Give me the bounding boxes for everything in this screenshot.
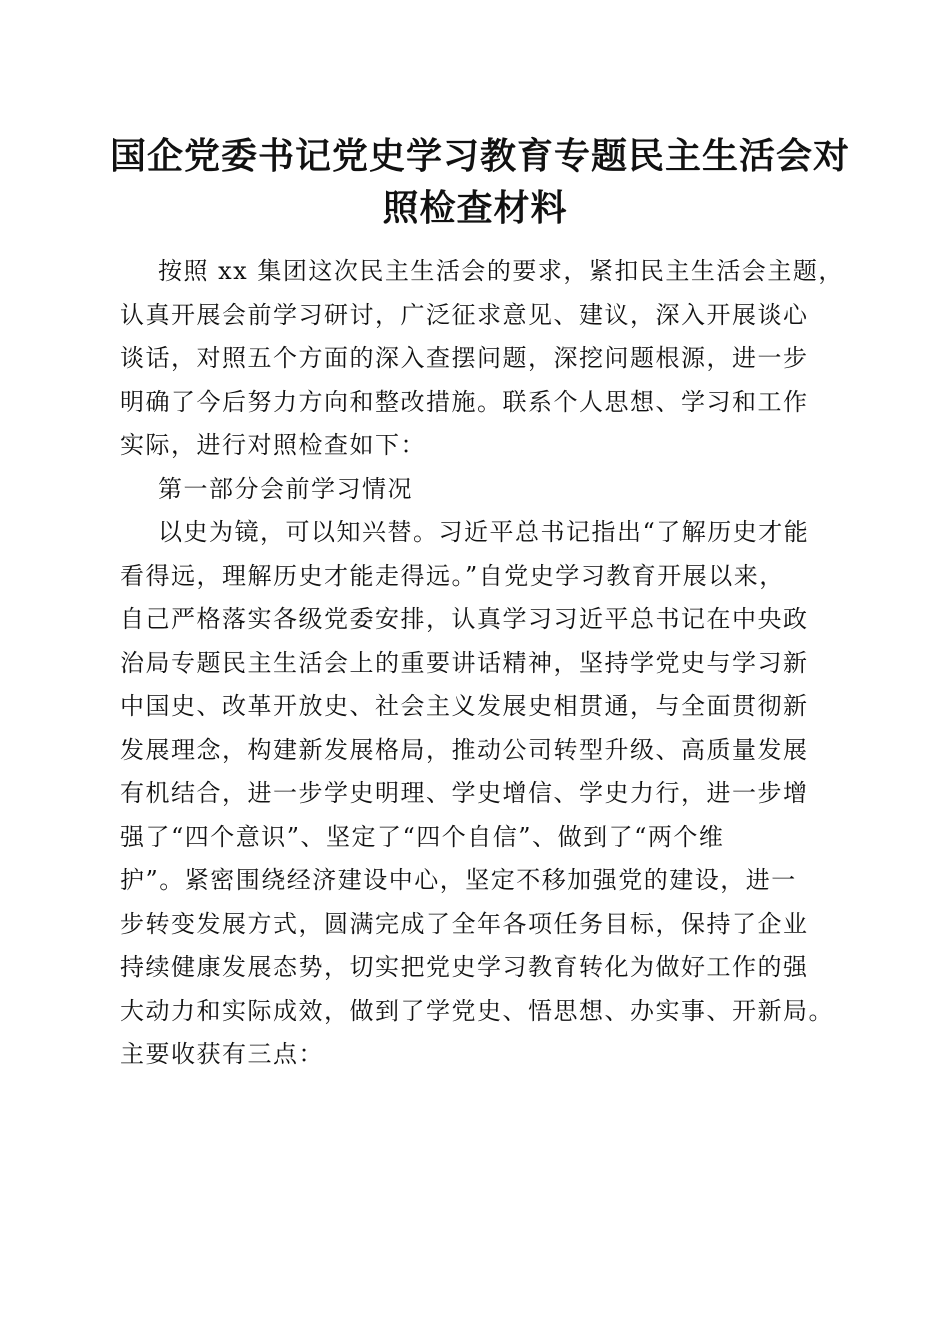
paragraph-line: 大动力和实际成效，做到了学党史、悟思想、办实事、开新局。 bbox=[120, 996, 834, 1025]
paragraph-line: 实际，进行对照检查如下： bbox=[120, 431, 426, 459]
document-title bbox=[110, 130, 851, 234]
paragraph-line: 谈话，对照五个方面的深入查摆问题，深挖问题根源，进一步 bbox=[120, 344, 809, 372]
paragraph-line: 治局专题民主生活会上的重要讲话精神，坚持学党史与学习新 bbox=[120, 648, 809, 677]
paragraph-line: 明确了今后努力方向和整改措施。联系个人思想、学习和工作 bbox=[120, 387, 809, 416]
paragraph-line: 按照 xx 集团这次民主生活会的要求，紧扣民主生活会主题， bbox=[158, 257, 844, 285]
paragraph-line: 认真开展会前学习研讨，广泛征求意见、建议，深入开展谈心 bbox=[120, 300, 809, 329]
title-line: 国企党委书记党史学习教育专题民主生活会对 bbox=[110, 135, 851, 177]
paragraph-line: 以史为镜，可以知兴替。习近平总书记指出“了解历史才能 bbox=[158, 518, 810, 546]
paragraph-study bbox=[120, 511, 840, 1077]
paragraph-line: 发展理念，构建新发展格局，推动公司转型升级、高质量发展 bbox=[120, 735, 809, 764]
paragraph-line: 持续健康发展态势，切实把党史学习教育转化为做好工作的强 bbox=[120, 953, 809, 981]
paragraph-line: 护”。紧密围绕经济建设中心，坚定不移加强党的建设，进一 bbox=[120, 866, 797, 894]
title-line: 照检查材料 bbox=[382, 187, 568, 229]
section-heading: 第一部分会前学习情况 bbox=[158, 474, 413, 503]
document-body bbox=[120, 250, 844, 1077]
paragraph-line: 有机结合，进一步学史明理、学史增信、学史力行，进一步增 bbox=[120, 779, 809, 807]
paragraph-line: 主要收获有三点： bbox=[120, 1040, 324, 1068]
paragraph-line: 强了“四个意识”、坚定了“四个自信”、做到了“两个维 bbox=[120, 822, 725, 851]
paragraph-intro bbox=[120, 250, 844, 468]
paragraph-line: 自己严格落实各级党委安排，认真学习习近平总书记在中央政 bbox=[120, 605, 809, 633]
paragraph-line: 中国史、改革开放史、社会主义发展史相贯通，与全面贯彻新 bbox=[120, 692, 809, 720]
paragraph-line: 看得远，理解历史才能走得远。”自党史学习教育开展以来， bbox=[120, 561, 785, 590]
paragraph-line: 步转变发展方式，圆满完成了全年各项任务目标，保持了企业 bbox=[120, 909, 809, 938]
